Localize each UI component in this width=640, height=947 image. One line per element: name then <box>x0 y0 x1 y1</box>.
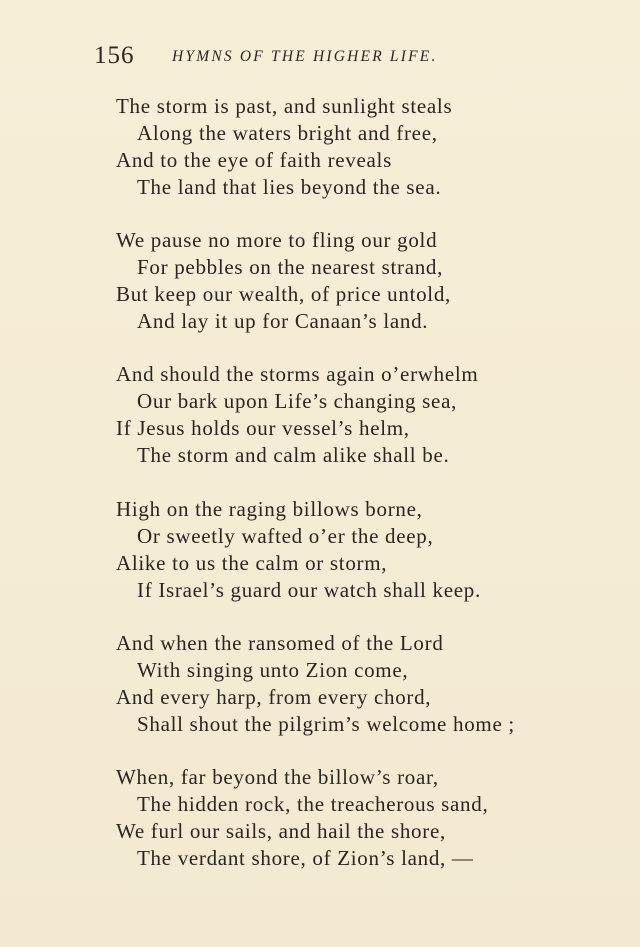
verse-line: The hidden rock, the treacherous sand, <box>137 792 489 816</box>
verse-line: Along the waters bright and free, <box>137 121 438 145</box>
verse-line: For pebbles on the nearest strand, <box>137 255 444 279</box>
verse-line: Shall shout the pilgrim’s welcome home ; <box>137 712 515 736</box>
verse-line: And to the eye of faith reveals <box>116 148 392 172</box>
verse-line: The storm is past, and sunlight steals <box>116 94 453 118</box>
verse-line: The land that lies beyond the sea. <box>137 175 442 199</box>
verse-line: But keep our wealth, of price untold, <box>116 282 451 306</box>
verse-line: The storm and calm alike shall be. <box>137 443 450 467</box>
verse-line: If Jesus holds our vessel’s helm, <box>116 416 410 440</box>
verse-line: When, far beyond the billow’s roar, <box>116 765 439 789</box>
verse-line: High on the raging billows borne, <box>116 497 423 521</box>
verse-line: The verdant shore, of Zion’s land, — <box>137 846 474 870</box>
verse-line: Alike to us the calm or storm, <box>116 551 388 575</box>
verse-line: And should the storms again o’erwhelm <box>116 362 479 386</box>
verse-line: And when the ransomed of the Lord <box>116 631 444 655</box>
verse-line: Our bark upon Life’s changing sea, <box>137 389 458 413</box>
verse-line: If Israel’s guard our watch shall keep. <box>137 578 481 602</box>
running-head: HYMNS OF THE HIGHER LIFE. <box>172 48 438 65</box>
page-number: 156 <box>94 42 135 69</box>
verse-line: And every harp, from every chord, <box>116 685 432 709</box>
verse-line: And lay it up for Canaan’s land. <box>137 309 429 333</box>
verse-line: We pause no more to fling our gold <box>116 228 438 252</box>
page-header <box>94 42 514 72</box>
verse-line: We furl our sails, and hail the shore, <box>116 819 446 843</box>
verse-line: With singing unto Zion come, <box>137 658 409 682</box>
verse-line: Or sweetly wafted o’er the deep, <box>137 524 434 548</box>
